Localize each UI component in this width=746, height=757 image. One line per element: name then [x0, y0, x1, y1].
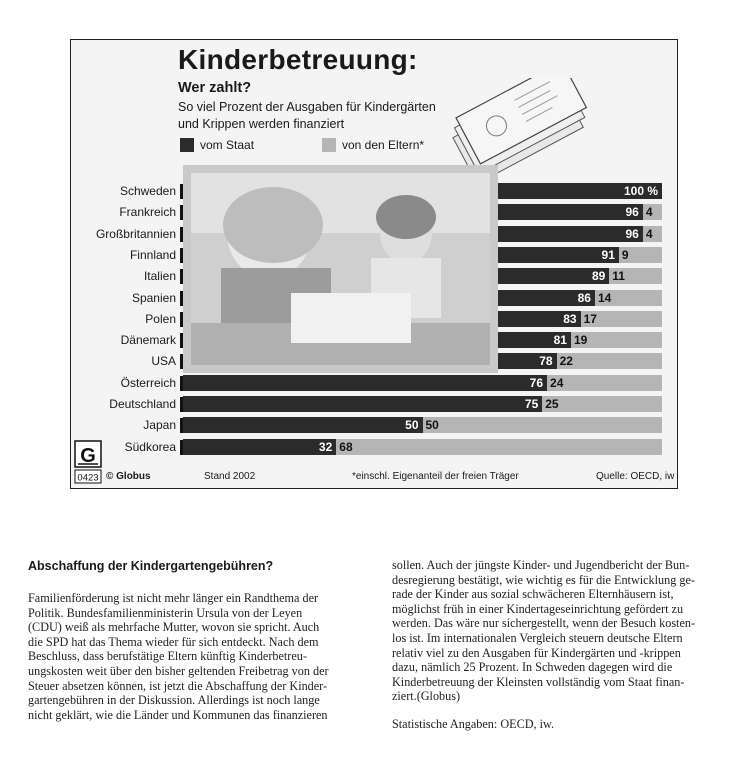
country-label: Polen	[145, 312, 176, 326]
data-label-state: 91	[601, 248, 615, 262]
article-column-left	[28, 591, 368, 722]
data-label-state: 76	[529, 376, 544, 390]
article-line: desregierung bestätigt, wie wichtig es für die Entwicklung ge-	[392, 572, 695, 587]
data-label-parents: 22	[559, 354, 573, 368]
legend-label-parents: von den Eltern*	[342, 138, 425, 152]
country-label: Frankreich	[119, 205, 176, 219]
data-label-state: 83	[563, 312, 577, 326]
data-label-state: 86	[577, 291, 591, 305]
article-column-right	[392, 558, 737, 704]
children-photo-illustration	[191, 173, 490, 365]
data-label-parents: 17	[583, 312, 597, 326]
stand-date: Stand 2002	[204, 471, 256, 482]
article-line: ungskosten weit über den bisher geltenden Freibetrag von der	[28, 663, 329, 678]
country-label: Spanien	[131, 291, 176, 305]
article-line: rade der Kinder aus sozial schwächeren Elternhäusern ist,	[392, 587, 674, 602]
chart-title: Kinderbetreuung:	[178, 44, 418, 75]
bar-parents	[336, 439, 662, 455]
article-line: gartengebühren in der Diskussion. Allerdings ist noch lange	[28, 693, 320, 708]
data-label-state: 50	[405, 418, 419, 432]
article-line: nicht geklärt, wie die Länder und Kommunen das finanzieren	[28, 707, 328, 722]
description-line: So viel Prozent der Ausgaben für Kindergärten	[178, 100, 436, 114]
article-line: (CDU) weiß als mehrfache Mutter, wovon sie spricht. Auch	[28, 620, 320, 635]
chart-subtitle: Wer zahlt?	[178, 80, 252, 96]
article-line: möglichst früh in einer Kindertageseinrichtung gefördert zu	[392, 601, 684, 616]
article-line: werden. Das wäre nur sichergestellt, wenn der Besuch kosten-	[392, 616, 696, 631]
data-label-state: 96	[625, 227, 639, 241]
data-label-parents: 11	[612, 269, 625, 283]
description-line: und Krippen werden finanziert	[178, 117, 345, 131]
legend-label-state: vom Staat	[200, 138, 255, 152]
data-label-parents: 9	[621, 248, 629, 262]
footnote: *einschl. Eigenanteil der freien Träger	[352, 471, 519, 482]
data-label-state: 78	[539, 354, 553, 368]
country-label: Italien	[143, 269, 176, 283]
article-line: sollen. Auch der jüngste Kinder- und Jugendbericht der Bun-	[392, 558, 690, 572]
publisher: © Globus	[106, 471, 151, 482]
data-label-parents: 24	[550, 376, 564, 390]
country-label: Österreich	[120, 376, 176, 390]
data-label-parents: 50	[425, 418, 439, 432]
country-label: Dänemark	[120, 333, 176, 347]
article-source: Statistische Angaben: OECD, iw.	[392, 717, 555, 731]
data-label-state: 75	[524, 397, 539, 411]
article-line: Beschluss, dass berufstätige Eltern künftig Kinderbetreu-	[28, 649, 307, 664]
country-label: Deutschland	[109, 397, 176, 411]
article-line: die SPD hat das Thema wieder für sich entdeckt. Nach dem	[28, 634, 319, 649]
data-label-state: 32	[318, 440, 333, 454]
article-line: dazu, nämlich 25 Prozent. In Schweden dagegen wird die	[392, 660, 673, 675]
chart-code: 0423	[77, 472, 99, 484]
data-label-state: 81	[553, 333, 567, 347]
data-label-parents: 25	[545, 397, 559, 411]
country-label: Japan	[143, 418, 176, 432]
country-label: Großbritannien	[95, 227, 176, 241]
logo-letter: G	[80, 445, 96, 467]
globus-logo-icon	[74, 440, 102, 484]
bar-parents	[547, 375, 662, 391]
country-label: USA	[151, 354, 176, 368]
data-label-parents: 4	[645, 227, 653, 241]
article-line: Steuer absetzen können, ist jetzt die Abschaffung der Kinder-	[28, 678, 328, 693]
data-label-parents: 4	[645, 205, 653, 219]
data-label-state: 96	[625, 205, 639, 219]
article-line: relativ viel zu den Ausgaben für Kindergärten und -krippen	[392, 645, 681, 660]
data-label-state: 89	[591, 269, 606, 283]
country-label: Schweden	[119, 184, 176, 198]
country-label: Finnland	[129, 248, 176, 262]
children-photo	[183, 165, 498, 373]
article-headline: Abschaffung der Kindergartengebühren?	[28, 559, 274, 573]
bar-parents	[423, 417, 663, 433]
data-label-state: 100 %	[623, 184, 658, 198]
article-line: Kinderbetreuung der Kleinsten vollständig vom Staat finan-	[392, 674, 685, 689]
article-line: los ist. Im internationalen Vergleich steuern deutsche Eltern	[392, 630, 683, 645]
source: Quelle: OECD, iw	[596, 471, 675, 482]
bar-parents	[542, 396, 662, 412]
article-line: ziert.(Globus)	[392, 689, 461, 704]
data-label-parents: 14	[597, 291, 612, 305]
article-line: Politik. Bundesfamilienministerin Ursula von der Leyen	[28, 605, 303, 620]
data-label-parents: 19	[573, 333, 588, 347]
country-label: Südkorea	[124, 440, 176, 454]
data-label-parents: 68	[339, 440, 353, 454]
article-line: Familienförderung ist nicht mehr länger ein Randthema der	[28, 591, 319, 605]
